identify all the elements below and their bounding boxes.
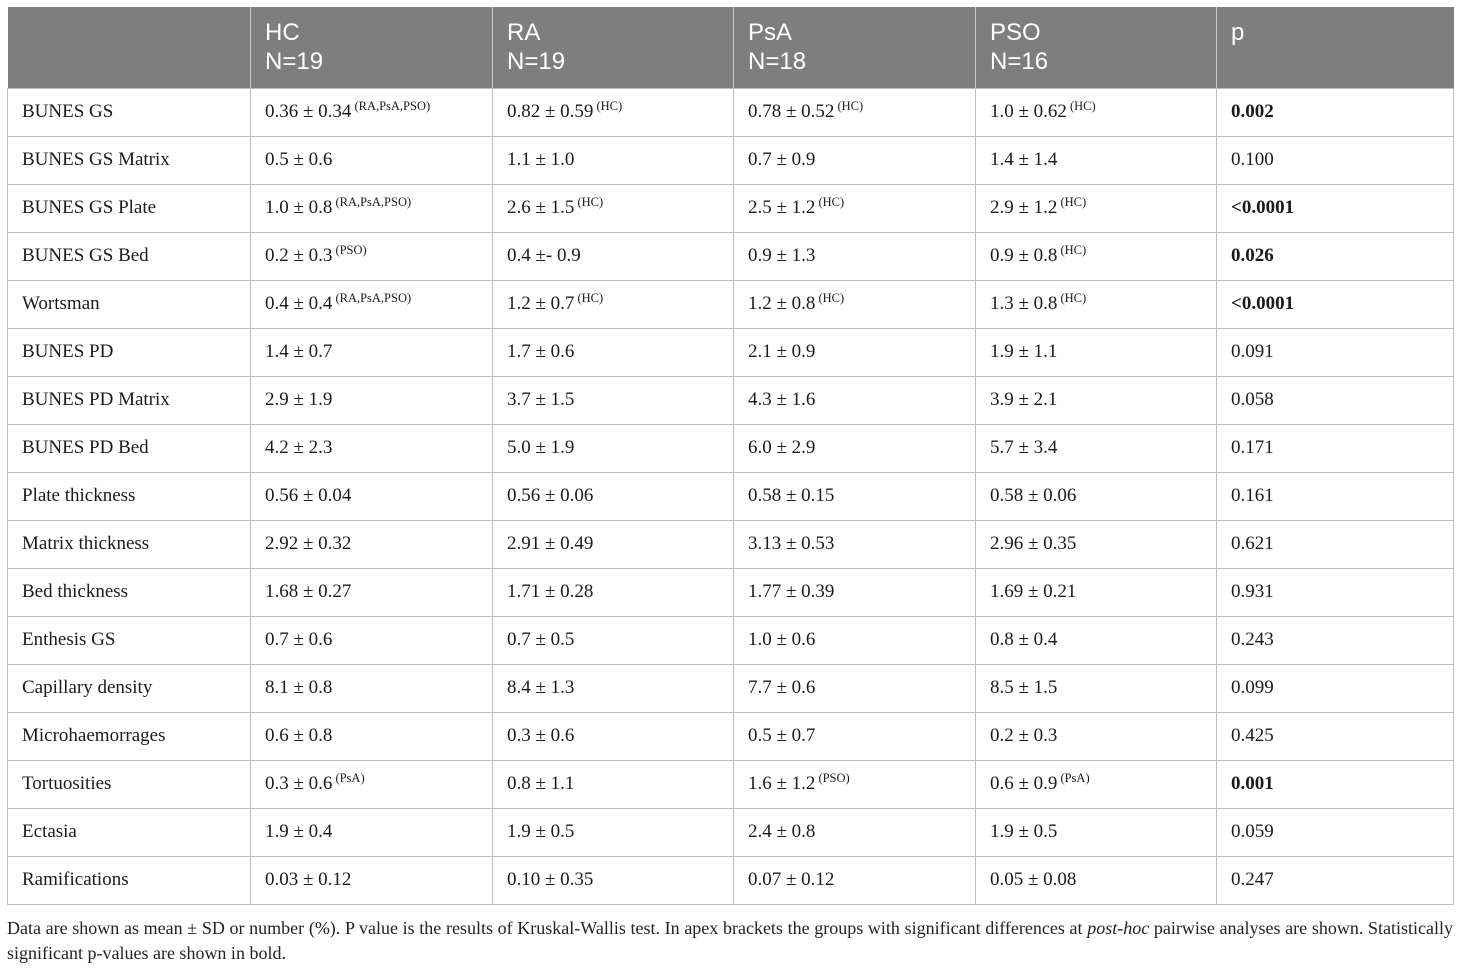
mean-sd-value: 3.7 ± 1.5	[507, 389, 575, 410]
value-cell	[976, 472, 1217, 520]
value-cell	[493, 808, 734, 856]
value-cell	[734, 664, 976, 712]
value-cell	[493, 280, 734, 328]
results-table	[7, 7, 1454, 905]
value-cell	[976, 328, 1217, 376]
p-value-cell: <0.0001	[1217, 280, 1454, 328]
table-row	[8, 664, 1454, 712]
table-row	[8, 568, 1454, 616]
table-row	[8, 280, 1454, 328]
posthoc-groups-superscript: (HC)	[1060, 243, 1087, 258]
mean-sd-value: 2.9 ± 1.9	[265, 389, 333, 410]
mean-sd-value: 0.8 ± 1.1	[507, 773, 575, 794]
mean-sd-value: 0.7 ± 0.6	[265, 629, 333, 650]
value-cell	[734, 520, 976, 568]
value-cell	[493, 472, 734, 520]
value-cell	[251, 856, 493, 904]
posthoc-groups-superscript: (HC)	[1060, 291, 1087, 306]
mean-sd-value: 1.9 ± 1.1	[990, 341, 1058, 362]
mean-sd-value: 1.77 ± 0.39	[748, 581, 835, 602]
row-label: BUNES GS	[8, 88, 251, 136]
posthoc-groups-superscript: (PsA)	[1060, 771, 1090, 786]
posthoc-groups-superscript: (HC)	[1060, 195, 1087, 210]
posthoc-groups-superscript: (HC)	[818, 195, 845, 210]
mean-sd-value: 3.9 ± 2.1	[990, 389, 1058, 410]
mean-sd-value: 3.13 ± 0.53	[748, 533, 835, 554]
posthoc-groups-superscript: (PSO)	[335, 243, 367, 258]
mean-sd-value: 2.1 ± 0.9	[748, 341, 816, 362]
value-cell	[493, 88, 734, 136]
mean-sd-value: 0.03 ± 0.12	[265, 869, 352, 890]
header-group-count: N=16	[990, 48, 1049, 75]
p-value-cell: 0.091	[1217, 328, 1454, 376]
value-cell	[734, 472, 976, 520]
mean-sd-value: 4.3 ± 1.6	[748, 389, 816, 410]
row-label: Ectasia	[8, 808, 251, 856]
header-cell-psa	[734, 7, 976, 88]
mean-sd-value: 5.7 ± 3.4	[990, 437, 1058, 458]
value-cell	[976, 808, 1217, 856]
header-group-name: RA	[507, 19, 541, 46]
value-cell	[251, 136, 493, 184]
value-cell	[251, 616, 493, 664]
mean-sd-value: 0.58 ± 0.15	[748, 485, 835, 506]
row-label: BUNES GS Bed	[8, 232, 251, 280]
p-value-cell: 0.621	[1217, 520, 1454, 568]
value-cell	[734, 232, 976, 280]
results-table-container	[7, 7, 1453, 905]
mean-sd-value: 1.2 ± 0.8	[748, 293, 816, 314]
value-cell	[493, 568, 734, 616]
value-cell	[976, 232, 1217, 280]
row-label: Ramifications	[8, 856, 251, 904]
mean-sd-value: 0.4 ± 0.4	[265, 293, 333, 314]
mean-sd-value: 1.69 ± 0.21	[990, 581, 1077, 602]
mean-sd-value: 1.9 ± 0.5	[990, 821, 1058, 842]
mean-sd-value: 2.5 ± 1.2	[748, 197, 816, 218]
value-cell	[493, 136, 734, 184]
mean-sd-value: 0.82 ± 0.59	[507, 101, 594, 122]
row-label: BUNES PD Bed	[8, 424, 251, 472]
table-row	[8, 88, 1454, 136]
value-cell	[734, 376, 976, 424]
mean-sd-value: 6.0 ± 2.9	[748, 437, 816, 458]
mean-sd-value: 0.2 ± 0.3	[990, 725, 1058, 746]
value-cell	[251, 712, 493, 760]
table-row	[8, 328, 1454, 376]
value-cell	[493, 760, 734, 808]
header-row	[8, 7, 1454, 88]
row-label: Plate thickness	[8, 472, 251, 520]
header-p-label: p	[1231, 19, 1245, 46]
mean-sd-value: 2.92 ± 0.32	[265, 533, 352, 554]
header-group-count: N=19	[507, 48, 566, 75]
p-value-cell: 0.171	[1217, 424, 1454, 472]
mean-sd-value: 0.05 ± 0.08	[990, 869, 1077, 890]
p-value-cell: 0.247	[1217, 856, 1454, 904]
posthoc-groups-superscript: (RA,PsA,PSO)	[354, 99, 431, 114]
mean-sd-value: 0.6 ± 0.8	[265, 725, 333, 746]
value-cell	[493, 712, 734, 760]
header-group-name: PsA	[748, 19, 793, 46]
value-cell	[251, 424, 493, 472]
posthoc-groups-superscript: (HC)	[577, 195, 604, 210]
mean-sd-value: 2.6 ± 1.5	[507, 197, 575, 218]
posthoc-groups-superscript: (HC)	[818, 291, 845, 306]
mean-sd-value: 0.58 ± 0.06	[990, 485, 1077, 506]
value-cell	[251, 760, 493, 808]
p-value-cell: 0.059	[1217, 808, 1454, 856]
mean-sd-value: 0.3 ± 0.6	[265, 773, 333, 794]
mean-sd-value: 0.4 ±- 0.9	[507, 245, 581, 266]
value-cell	[251, 472, 493, 520]
posthoc-groups-superscript: (HC)	[577, 291, 604, 306]
value-cell	[976, 856, 1217, 904]
value-cell	[251, 568, 493, 616]
mean-sd-value: 1.1 ± 1.0	[507, 149, 575, 170]
p-value-cell: <0.0001	[1217, 184, 1454, 232]
mean-sd-value: 0.9 ± 0.8	[990, 245, 1058, 266]
mean-sd-value: 4.2 ± 2.3	[265, 437, 333, 458]
footnote-italic-text: post-hoc	[1087, 918, 1150, 938]
value-cell	[734, 184, 976, 232]
table-header	[8, 7, 1454, 88]
p-value-cell: 0.243	[1217, 616, 1454, 664]
value-cell	[976, 424, 1217, 472]
value-cell	[493, 616, 734, 664]
mean-sd-value: 0.36 ± 0.34	[265, 101, 352, 122]
mean-sd-value: 0.8 ± 0.4	[990, 629, 1058, 650]
p-value-cell: 0.001	[1217, 760, 1454, 808]
mean-sd-value: 0.2 ± 0.3	[265, 245, 333, 266]
mean-sd-value: 0.07 ± 0.12	[748, 869, 835, 890]
mean-sd-value: 2.4 ± 0.8	[748, 821, 816, 842]
header-cell-pso	[976, 7, 1217, 88]
value-cell	[734, 760, 976, 808]
value-cell	[976, 712, 1217, 760]
value-cell	[251, 664, 493, 712]
row-label: BUNES GS Plate	[8, 184, 251, 232]
value-cell	[493, 328, 734, 376]
mean-sd-value: 1.71 ± 0.28	[507, 581, 594, 602]
value-cell	[251, 232, 493, 280]
value-cell	[734, 136, 976, 184]
table-row	[8, 472, 1454, 520]
p-value-cell: 0.026	[1217, 232, 1454, 280]
row-label: Tortuosities	[8, 760, 251, 808]
table-row	[8, 712, 1454, 760]
table-row	[8, 520, 1454, 568]
table-row	[8, 424, 1454, 472]
mean-sd-value: 8.1 ± 0.8	[265, 677, 333, 698]
posthoc-groups-superscript: (HC)	[1069, 99, 1096, 114]
value-cell	[976, 760, 1217, 808]
p-value-cell: 0.002	[1217, 88, 1454, 136]
value-cell	[734, 280, 976, 328]
table-body	[8, 88, 1454, 904]
value-cell	[734, 712, 976, 760]
value-cell	[976, 88, 1217, 136]
value-cell	[734, 808, 976, 856]
value-cell	[976, 376, 1217, 424]
value-cell	[976, 136, 1217, 184]
posthoc-groups-superscript: (HC)	[837, 99, 864, 114]
value-cell	[976, 568, 1217, 616]
mean-sd-value: 0.78 ± 0.52	[748, 101, 835, 122]
value-cell	[251, 88, 493, 136]
row-label: BUNES GS Matrix	[8, 136, 251, 184]
mean-sd-value: 1.68 ± 0.27	[265, 581, 352, 602]
mean-sd-value: 0.9 ± 1.3	[748, 245, 816, 266]
row-label: BUNES PD	[8, 328, 251, 376]
p-value-cell: 0.161	[1217, 472, 1454, 520]
footnote-text: Data are shown as mean ± SD or number (%). P value is the results of Kruskal-Wallis test. In apex brackets the groups with significant differences at	[7, 918, 1088, 938]
row-label: Enthesis GS	[8, 616, 251, 664]
header-cell-hc	[251, 7, 493, 88]
table-row	[8, 856, 1454, 904]
mean-sd-value: 1.2 ± 0.7	[507, 293, 575, 314]
mean-sd-value: 2.96 ± 0.35	[990, 533, 1077, 554]
value-cell	[493, 376, 734, 424]
table-row	[8, 232, 1454, 280]
value-cell	[251, 184, 493, 232]
mean-sd-value: 0.10 ± 0.35	[507, 869, 594, 890]
row-label: Bed thickness	[8, 568, 251, 616]
table-row	[8, 184, 1454, 232]
value-cell	[493, 424, 734, 472]
p-value-cell: 0.931	[1217, 568, 1454, 616]
mean-sd-value: 1.0 ± 0.6	[748, 629, 816, 650]
mean-sd-value: 1.3 ± 0.8	[990, 293, 1058, 314]
p-value-cell: 0.425	[1217, 712, 1454, 760]
table-row	[8, 760, 1454, 808]
value-cell	[734, 856, 976, 904]
row-label: Microhaemorrages	[8, 712, 251, 760]
value-cell	[734, 88, 976, 136]
header-cell-empty	[8, 7, 251, 88]
mean-sd-value: 0.56 ± 0.06	[507, 485, 594, 506]
row-label: BUNES PD Matrix	[8, 376, 251, 424]
header-cell-p	[1217, 7, 1454, 88]
header-cell-ra	[493, 7, 734, 88]
posthoc-groups-superscript: (HC)	[596, 99, 623, 114]
header-group-count: N=18	[748, 48, 807, 75]
table-row	[8, 808, 1454, 856]
mean-sd-value: 1.9 ± 0.5	[507, 821, 575, 842]
table-row	[8, 136, 1454, 184]
value-cell	[493, 664, 734, 712]
value-cell	[976, 184, 1217, 232]
posthoc-groups-superscript: (PSO)	[818, 771, 850, 786]
mean-sd-value: 7.7 ± 0.6	[748, 677, 816, 698]
header-group-name: PSO	[990, 19, 1041, 46]
mean-sd-value: 1.9 ± 0.4	[265, 821, 333, 842]
value-cell	[976, 616, 1217, 664]
mean-sd-value: 0.5 ± 0.6	[265, 149, 333, 170]
table-row	[8, 376, 1454, 424]
mean-sd-value: 1.6 ± 1.2	[748, 773, 816, 794]
mean-sd-value: 1.4 ± 0.7	[265, 341, 333, 362]
p-value-cell: 0.099	[1217, 664, 1454, 712]
mean-sd-value: 0.5 ± 0.7	[748, 725, 816, 746]
value-cell	[493, 856, 734, 904]
posthoc-groups-superscript: (RA,PsA,PSO)	[335, 291, 412, 306]
value-cell	[251, 376, 493, 424]
value-cell	[976, 280, 1217, 328]
footnote-text-end: pairwise analyses are shown. Statistically significant p-values are shown in bold.	[7, 918, 1453, 963]
value-cell	[251, 328, 493, 376]
value-cell	[251, 808, 493, 856]
row-label: Wortsman	[8, 280, 251, 328]
mean-sd-value: 8.5 ± 1.5	[990, 677, 1058, 698]
table-footnote	[7, 916, 1453, 966]
mean-sd-value: 2.9 ± 1.2	[990, 197, 1058, 218]
value-cell	[734, 616, 976, 664]
mean-sd-value: 8.4 ± 1.3	[507, 677, 575, 698]
mean-sd-value: 0.7 ± 0.5	[507, 629, 575, 650]
value-cell	[493, 232, 734, 280]
value-cell	[976, 520, 1217, 568]
posthoc-groups-superscript: (PsA)	[335, 771, 365, 786]
mean-sd-value: 1.7 ± 0.6	[507, 341, 575, 362]
value-cell	[976, 664, 1217, 712]
mean-sd-value: 1.4 ± 1.4	[990, 149, 1058, 170]
header-group-count: N=19	[265, 48, 324, 75]
mean-sd-value: 0.7 ± 0.9	[748, 149, 816, 170]
value-cell	[251, 280, 493, 328]
p-value-cell: 0.058	[1217, 376, 1454, 424]
mean-sd-value: 0.56 ± 0.04	[265, 485, 352, 506]
value-cell	[493, 184, 734, 232]
header-group-name: HC	[265, 19, 300, 46]
value-cell	[734, 328, 976, 376]
row-label: Matrix thickness	[8, 520, 251, 568]
value-cell	[734, 424, 976, 472]
posthoc-groups-superscript: (RA,PsA,PSO)	[335, 195, 412, 210]
mean-sd-value: 1.0 ± 0.62	[990, 101, 1067, 122]
mean-sd-value: 1.0 ± 0.8	[265, 197, 333, 218]
mean-sd-value: 0.3 ± 0.6	[507, 725, 575, 746]
mean-sd-value: 0.6 ± 0.9	[990, 773, 1058, 794]
row-label: Capillary density	[8, 664, 251, 712]
value-cell	[251, 520, 493, 568]
mean-sd-value: 2.91 ± 0.49	[507, 533, 594, 554]
table-row	[8, 616, 1454, 664]
value-cell	[734, 568, 976, 616]
p-value-cell: 0.100	[1217, 136, 1454, 184]
mean-sd-value: 5.0 ± 1.9	[507, 437, 575, 458]
value-cell	[493, 520, 734, 568]
